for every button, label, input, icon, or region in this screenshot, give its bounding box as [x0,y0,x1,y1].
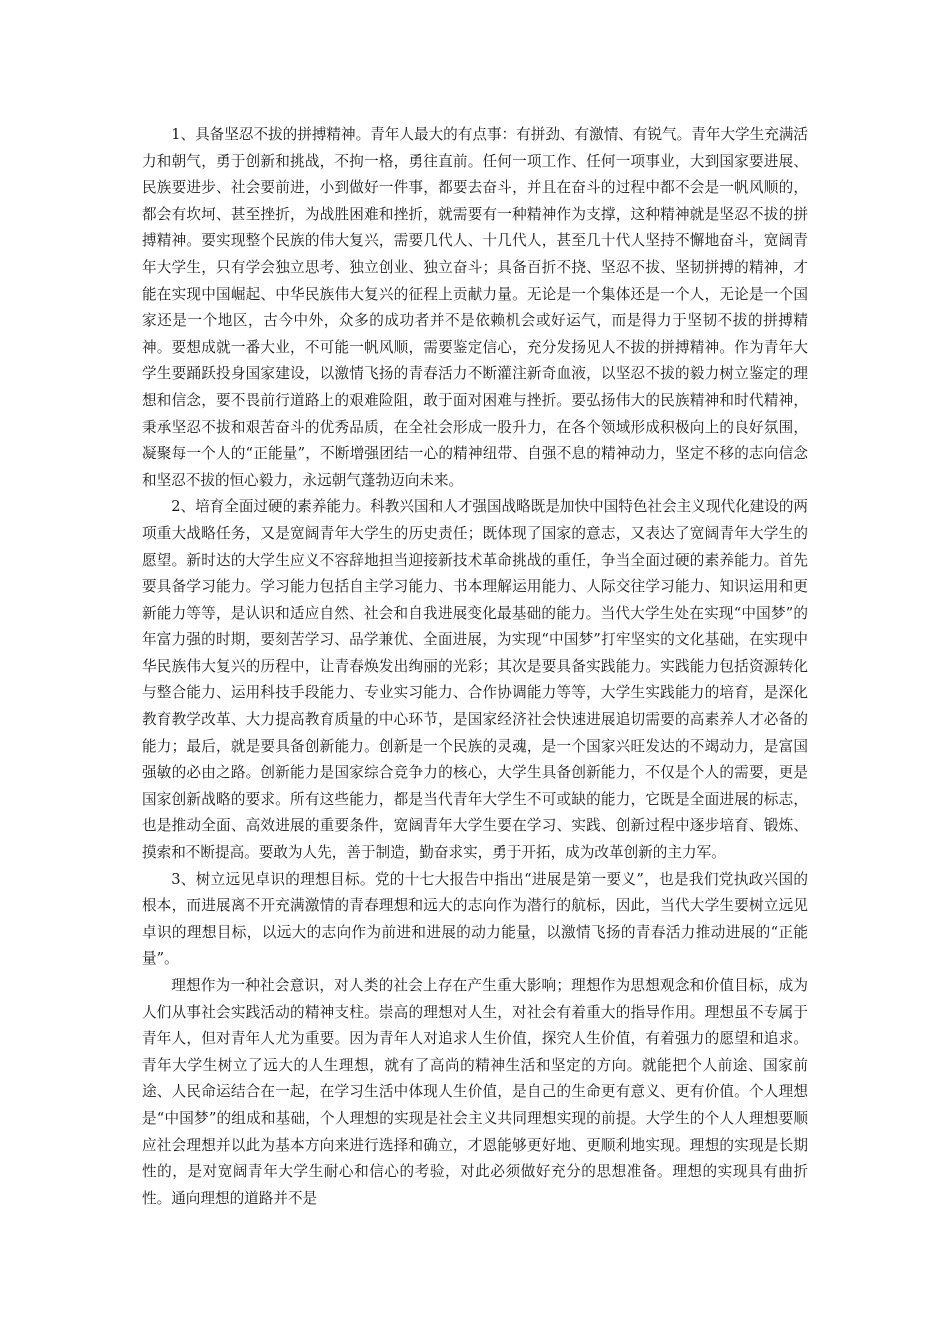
paragraph-perseverance: 1、具备坚忍不拔的拼搏精神。青年人最大的有点事：有拼劲、有激情、有锐气。青年大学生充满活力和朝气，勇于创新和挑战，不拘一格，勇往直前。任何一项工作、任何一项事业，大到国家要进展、民族要进步、社会要前进，小到做好一件事，都要去奋斗，并且在奋斗的过程中都不会是一帆风顺的，都会有坎坷、甚至挫折，为战胜困难和挫折，就需要有一种精神作为支撑，这种精神就是坚忍不拔的拼搏精神。要实现整个民族的伟大复兴，需要几代人、十几代人，甚至几十代人坚持不懈地奋斗，宽阔青年大学生，只有学会独立思考、独立创业、独立奋斗；具备百折不挠、坚忍不拔、坚韧拼搏的精神，才能在实现中国崛起、中华民族伟大复兴的征程上贡献力量。无论是一个集体还是一个人，无论是一个国家还是一个地区，古今中外，众多的成功者并不是依赖机会或好运气，而是得力于坚韧不拔的拼搏精神。要想成就一番大业，不可能一帆风顺，需要鉴定信心，充分发扬见人不拔的拼搏精神。作为青年大学生要踊跃投身国家建设，以激情飞扬的青春活力不断灌注新奇血液，以坚忍不拔的毅力树立鉴定的理想和信念，要不畏前行道路上的艰难险阻，敢于面对困难与挫折。要弘扬伟大的民族精神和时代精神，秉承坚忍不拔和艰苦奋斗的优秀品质，在全社会形成一股升力，在各个领域形成积极向上的良好氛围，凝聚每一个人的“正能量”，不断增强团结一心的精神纽带、自强不息的精神动力，坚定不移的志向信念和坚忍不拔的恒心毅力，永远朝气蓬勃迈向未来。 [142,126,809,489]
paragraph-competence: 2、培育全面过硬的素养能力。科教兴国和人才强国战略既是加快中国特色社会主义现代化建设的两项重大战略任务，又是宽阔青年大学生的历史责任；既体现了国家的意志，又表达了宽阔青年大学生的愿望。新时达的大学生应义不容辞地担当迎接新技术革命挑战的重任，争当全面过硬的素养能力。首先要具备学习能力。学习能力包括自主学习能力、书本理解运用能力、人际交往学习能力、知识运用和更新能力等等，是认识和适应自然、社会和自我进展变化最基础的能力。当代大学生处在实现“中国梦”的年富力强的时期，要刻苦学习、品学兼优、全面进展，为实现“中国梦”打牢坚实的文化基础，在实现中华民族伟大复兴的历程中，让青春焕发出绚丽的光彩；其次是要具备实践能力。实践能力包括资源转化与整合能力、运用科技手段能力、专业实习能力、合作协调能力等等，大学生实践能力的培育，是深化教育教学改革、大力提高教育质量的中心环节，是国家经济社会快速进展追切需要的高素养人才必备的能力；最后，就是要具备创新能力。创新是一个民族的灵魂，是一个国家兴旺发达的不竭动力，是富国强敏的必由之路。创新能力是国家综合竞争力的核心，大学生具备创新能力，不仅是个人的需要，更是国家创新战略的要求。所有这些能力，都是当代青年大学生不可或缺的能力，它既是全面进展的标志，也是推动全面、高效进展的重要条件，宽阔青年大学生要在学习、实践、创新过程中逐步培育、锻炼、摸索和不断提高。要敢为人先，善于制造，勤奋求实，勇于开拓，成为改革创新的主力军。 [142,498,809,862]
document-body [142,122,808,1212]
paragraph-ideal-as-consciousness: 理想作为一种社会意识，对人类的社会上存在产生重大影响；理想作为思想观念和价值目标，成为人们从事社会实践活动的精神支柱。崇高的理想对人生，对社会有着重大的指导作用。理想虽不专属于青年人，但对青年人尤为重要。因为青年人对追求人生价值，探究人生价值，有着强力的愿望和追求。青年大学生树立了远大的人生理想，就有了高尚的精神生活和坚定的方向。就能把个人前途、国家前途、人民命运结合在一起，在学习生活中体现人生价值，是自己的生命更有意义、更有价值。个人理想是“中国梦”的组成和基础，个人理想的实现是社会主义共同理想实现的前提。大学生的个人人理想要顺应社会理想并以此为基本方向来进行选择和确立，才恩能够更好地、更顺利地实现。理想的实现是长期性的，是对宽阔青年大学生耐心和信心的考验，对此必须做好充分的思想准备。理想的实现具有曲折性。通向理想的道路并不是 [142,977,808,1207]
paragraph-ideals: 3、树立远见卓识的理想目标。党的十七大报告中指出“进展是第一要义”，也是我们党执政兴国的根本，而进展离不开充满激情的青春理想和远大的志向作为潜行的航标，因此，当代大学生要树立远见卓识的理想目标，以远大的志向作为前进和进展的动力能量，以激情飞扬的青春活力推动进展的“正能量”。 [142,870,808,968]
